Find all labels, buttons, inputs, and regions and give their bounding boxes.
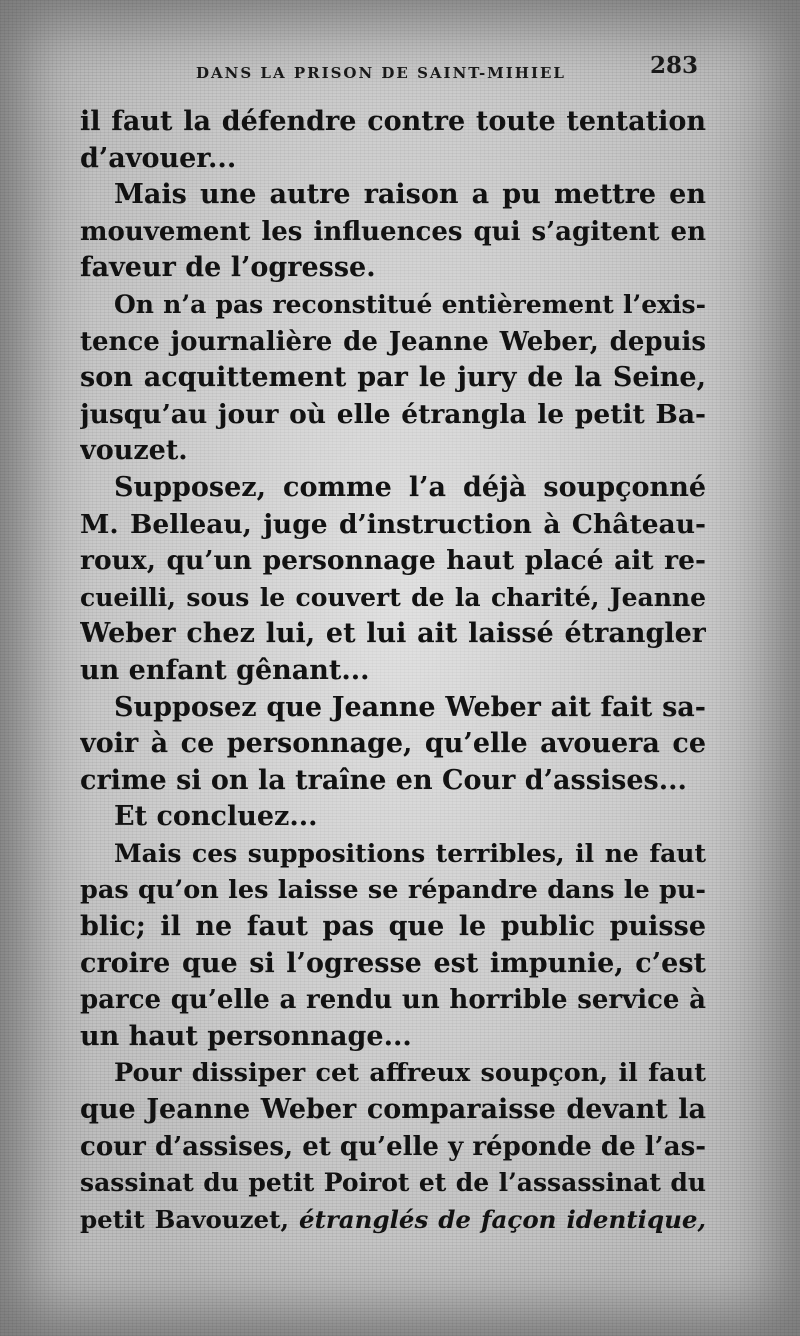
text-line: un enfant gênant... — [80, 654, 370, 686]
text-line: Mais ces suppositions terribles, il ne faut — [114, 838, 706, 868]
text-line: On n’a pas reconstitué entièrement l’exis- — [114, 289, 706, 319]
text-line: sassinat du petit Poirot et de l’assassinat du — [80, 1168, 706, 1198]
text-line: il faut la défendre contre toute tentation — [80, 106, 706, 137]
text-line: roux, qu’un personnage haut placé ait re- — [80, 545, 706, 577]
text-line: que Jeanne Weber comparaisse devant la — [80, 1094, 706, 1126]
text-line-last-prefix: petit Bavouzet, — [80, 1204, 289, 1234]
text-line: jusqu’au jour où elle étrangla le petit Ba- — [80, 398, 706, 430]
text-line: Et concluez... — [114, 801, 318, 833]
text-line: M. Belleau, juge d’instruction à Château- — [80, 508, 706, 540]
text-line: Weber chez lui, et lui ait laissé étrangler — [80, 618, 706, 650]
text-line: tence journalière de Jeanne Weber, depuis — [80, 326, 706, 357]
text-line: Pour dissiper cet affreux soupçon, il faut — [114, 1058, 706, 1089]
body-text — [80, 104, 706, 1238]
text-line: cour d’assises, et qu’elle y réponde de l’as- — [80, 1131, 706, 1162]
running-head: DANS LA PRISON DE SAINT-MIHIEL — [196, 64, 566, 82]
text-line: cueilli, sous le couvert de la charité, Jeanne — [80, 582, 706, 612]
text-line: d’avouer... — [80, 142, 237, 174]
text-line: faveur de l’ogresse. — [80, 252, 376, 284]
text-line: croire que si l’ogresse est impunie, c’est — [80, 947, 706, 979]
text-line-last-italic: étranglés de façon identique, — [298, 1204, 706, 1234]
text-line: voir à ce personnage, qu’elle avouera ce — [80, 728, 706, 760]
text-line: son acquittement par le jury de la Seine, — [80, 362, 706, 394]
text-line: crime si on la traîne en Cour d’assises... — [80, 764, 687, 796]
text-line: Supposez que Jeanne Weber ait fait sa- — [114, 691, 706, 723]
text-line: un haut personnage... — [80, 1020, 412, 1052]
text-line: pas qu’on les laisse se répandre dans le pu- — [80, 875, 706, 906]
text-line: vouzet. — [80, 435, 188, 467]
text-line: blic; il ne faut pas que le public puisse — [80, 911, 706, 943]
text-line: parce qu’elle a rendu un horrible service à — [80, 985, 706, 1016]
page-number: 283 — [649, 52, 698, 79]
page-header — [78, 48, 718, 88]
text-line: Mais une autre raison a pu mettre en — [114, 179, 706, 211]
text-line: Supposez, comme l’a déjà soupçonné — [114, 471, 706, 503]
text-line-last — [80, 1202, 706, 1239]
text-line: mouvement les influences qui s’agitent en — [80, 216, 706, 247]
